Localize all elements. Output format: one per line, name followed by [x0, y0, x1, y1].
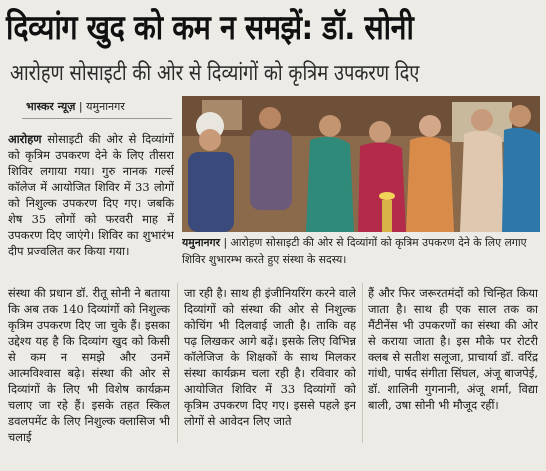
subheadline: आरोहण सोसाइटी की ओर से दिव्यांगों को कृत्रिम उपकरण दिए: [10, 61, 420, 86]
byline-rule: [22, 118, 172, 119]
column-separator: [177, 283, 178, 443]
article-column-1: संस्था की प्रधान डॉ. रीतू सोनी ने बताया कि अब तक 140 दिव्यांगों को निशुल्क कृत्रिम उपकरण दिए जा चुके हैं। इसका उद्देश्य यह है कि दिव्यांग खुद को किसी से कम न समझे और उनमें आत्मविश्वास बढ़े। संस्था की ओर से दिव्यांगों के लिए भी विशेष कार्यक्रम चलाए जा रहे हैं। इसके तहत स्किल डवलपमेंट के लिए निशुल्क क्लासिज भी चलाई: [8, 286, 170, 444]
lead-word: आरोहण: [8, 132, 42, 146]
caption-text: | आरोहण सोसाइटी की ओर से दिव्यांगों को कृत्रिम उपकरण देने के लिए लगाए शिविर शुभारम्भ करते हुए संस्था के सदस्य।: [182, 236, 527, 266]
photo-caption: [182, 234, 540, 270]
byline-source: भास्कर न्यूज़: [26, 100, 76, 113]
article-column-2: जा रही है। साथ ही इंजीनियरिंग करने वाले दिव्यांगों को संस्था की ओर से निशुल्क कोचिंग भी दिलवाई जाती है। ताकि वह पढ़ लिखकर आगे बढ़ें। इसके लिए विभिन्न कॉलेजिज के शिक्षकों के साथ मिलकर संस्था कार्यक्रम चला रही है। रविवार को आयोजित शिविर में 33 दिव्यांगों को कृत्रिम उपकरण दिए गए। इससे पहले इन लोगों से आवेदन लिए जाते: [184, 286, 356, 428]
caption-place: यमुनानगर: [182, 236, 220, 249]
byline-separator: |: [75, 100, 87, 113]
byline-place: यमुनानगर: [86, 100, 125, 113]
headline: दिव्यांग खुद को कम न समझें: डॉ. सोनी: [6, 8, 414, 48]
column-separator: [362, 283, 363, 443]
event-photo-illustration: [182, 96, 540, 232]
byline: [26, 99, 125, 114]
article-column-3: हैं और फिर जरूरतमंदों को चिन्हित किया जाता है। साथ ही एक साल तक का मैंटीनेंस भी उपकरणों का संस्था की ओर से कराया जाता है। इस मौके पर रोटरी क्लब से सतीश सलूजा, प्राचार्या डॉ. वरिंद्र गांधी, पार्षद संगीता सिंघल, अंजू बाजपेई, डॉ. शालिनी गुगनानी, अंजू शर्मा, विद्या बाली, उषा सोनी भी मौजूद रहीं।: [368, 286, 538, 412]
news-photo: [182, 96, 540, 232]
lead-text: सोसाइटी की ओर से दिव्यांगों को कृत्रिम उपकरण देने के लिए तीसरा शिविर लगाया गया। गुरु नानक गर्ल्स कॉलेज में आयोजित शिविर में 33 लोगों को निशुल्क उपकरण दिए गए। जबकि शेष 35 लोगों को फरवरी माह में उपकरण दिए जाएंगे। शिविर का शुभारंभ दीप प्रज्वलित कर किया गया।: [8, 132, 174, 258]
lead-paragraph: [8, 131, 174, 259]
